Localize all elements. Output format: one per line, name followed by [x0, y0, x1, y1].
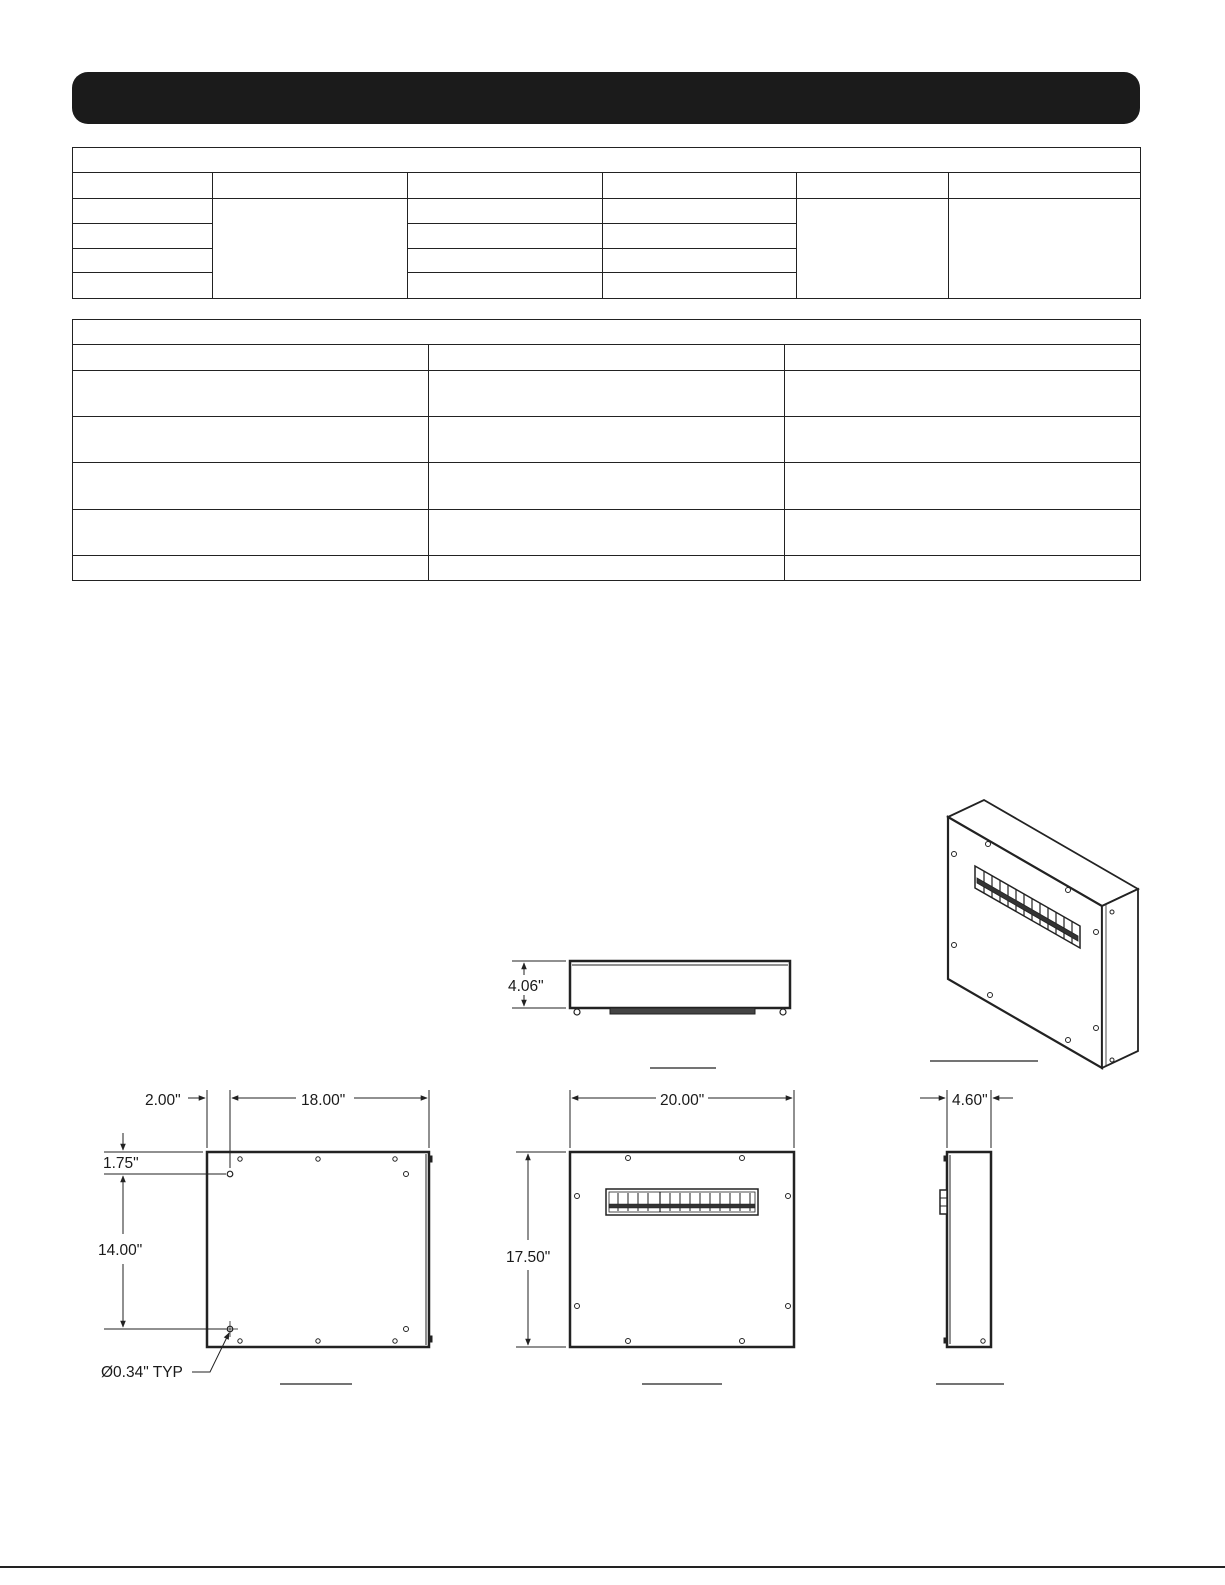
rear-view-offset-dim: 2.00"	[145, 1092, 181, 1109]
top-view-drawing	[512, 961, 790, 1068]
front-view-drawing	[516, 1090, 794, 1384]
rear-view-width-dim: 18.00"	[301, 1092, 346, 1109]
rear-view-top-offset-dim: 1.75"	[103, 1155, 139, 1172]
top-view-height-dim: 4.06"	[508, 978, 544, 995]
front-view-breaker-panel	[606, 1189, 758, 1215]
rear-view-hole-callout: Ø0.34" TYP	[101, 1364, 183, 1381]
top-view-breaker-strip	[610, 1008, 755, 1014]
front-view-height-dim: 17.50"	[506, 1249, 551, 1266]
front-view-width-dim: 20.00"	[660, 1092, 705, 1109]
side-view-drawing	[920, 1090, 1013, 1384]
rear-view-body	[207, 1152, 429, 1347]
footer-rule	[0, 1566, 1225, 1568]
side-view-depth-dim: 4.60"	[952, 1092, 988, 1109]
front-view-body	[570, 1152, 794, 1347]
rear-view-hole-spacing-dim: 14.00"	[98, 1242, 143, 1259]
rear-view-drawing	[104, 1090, 432, 1384]
isometric-view-drawing	[930, 800, 1138, 1068]
side-view-body	[947, 1152, 991, 1347]
top-view-body	[570, 961, 790, 1008]
